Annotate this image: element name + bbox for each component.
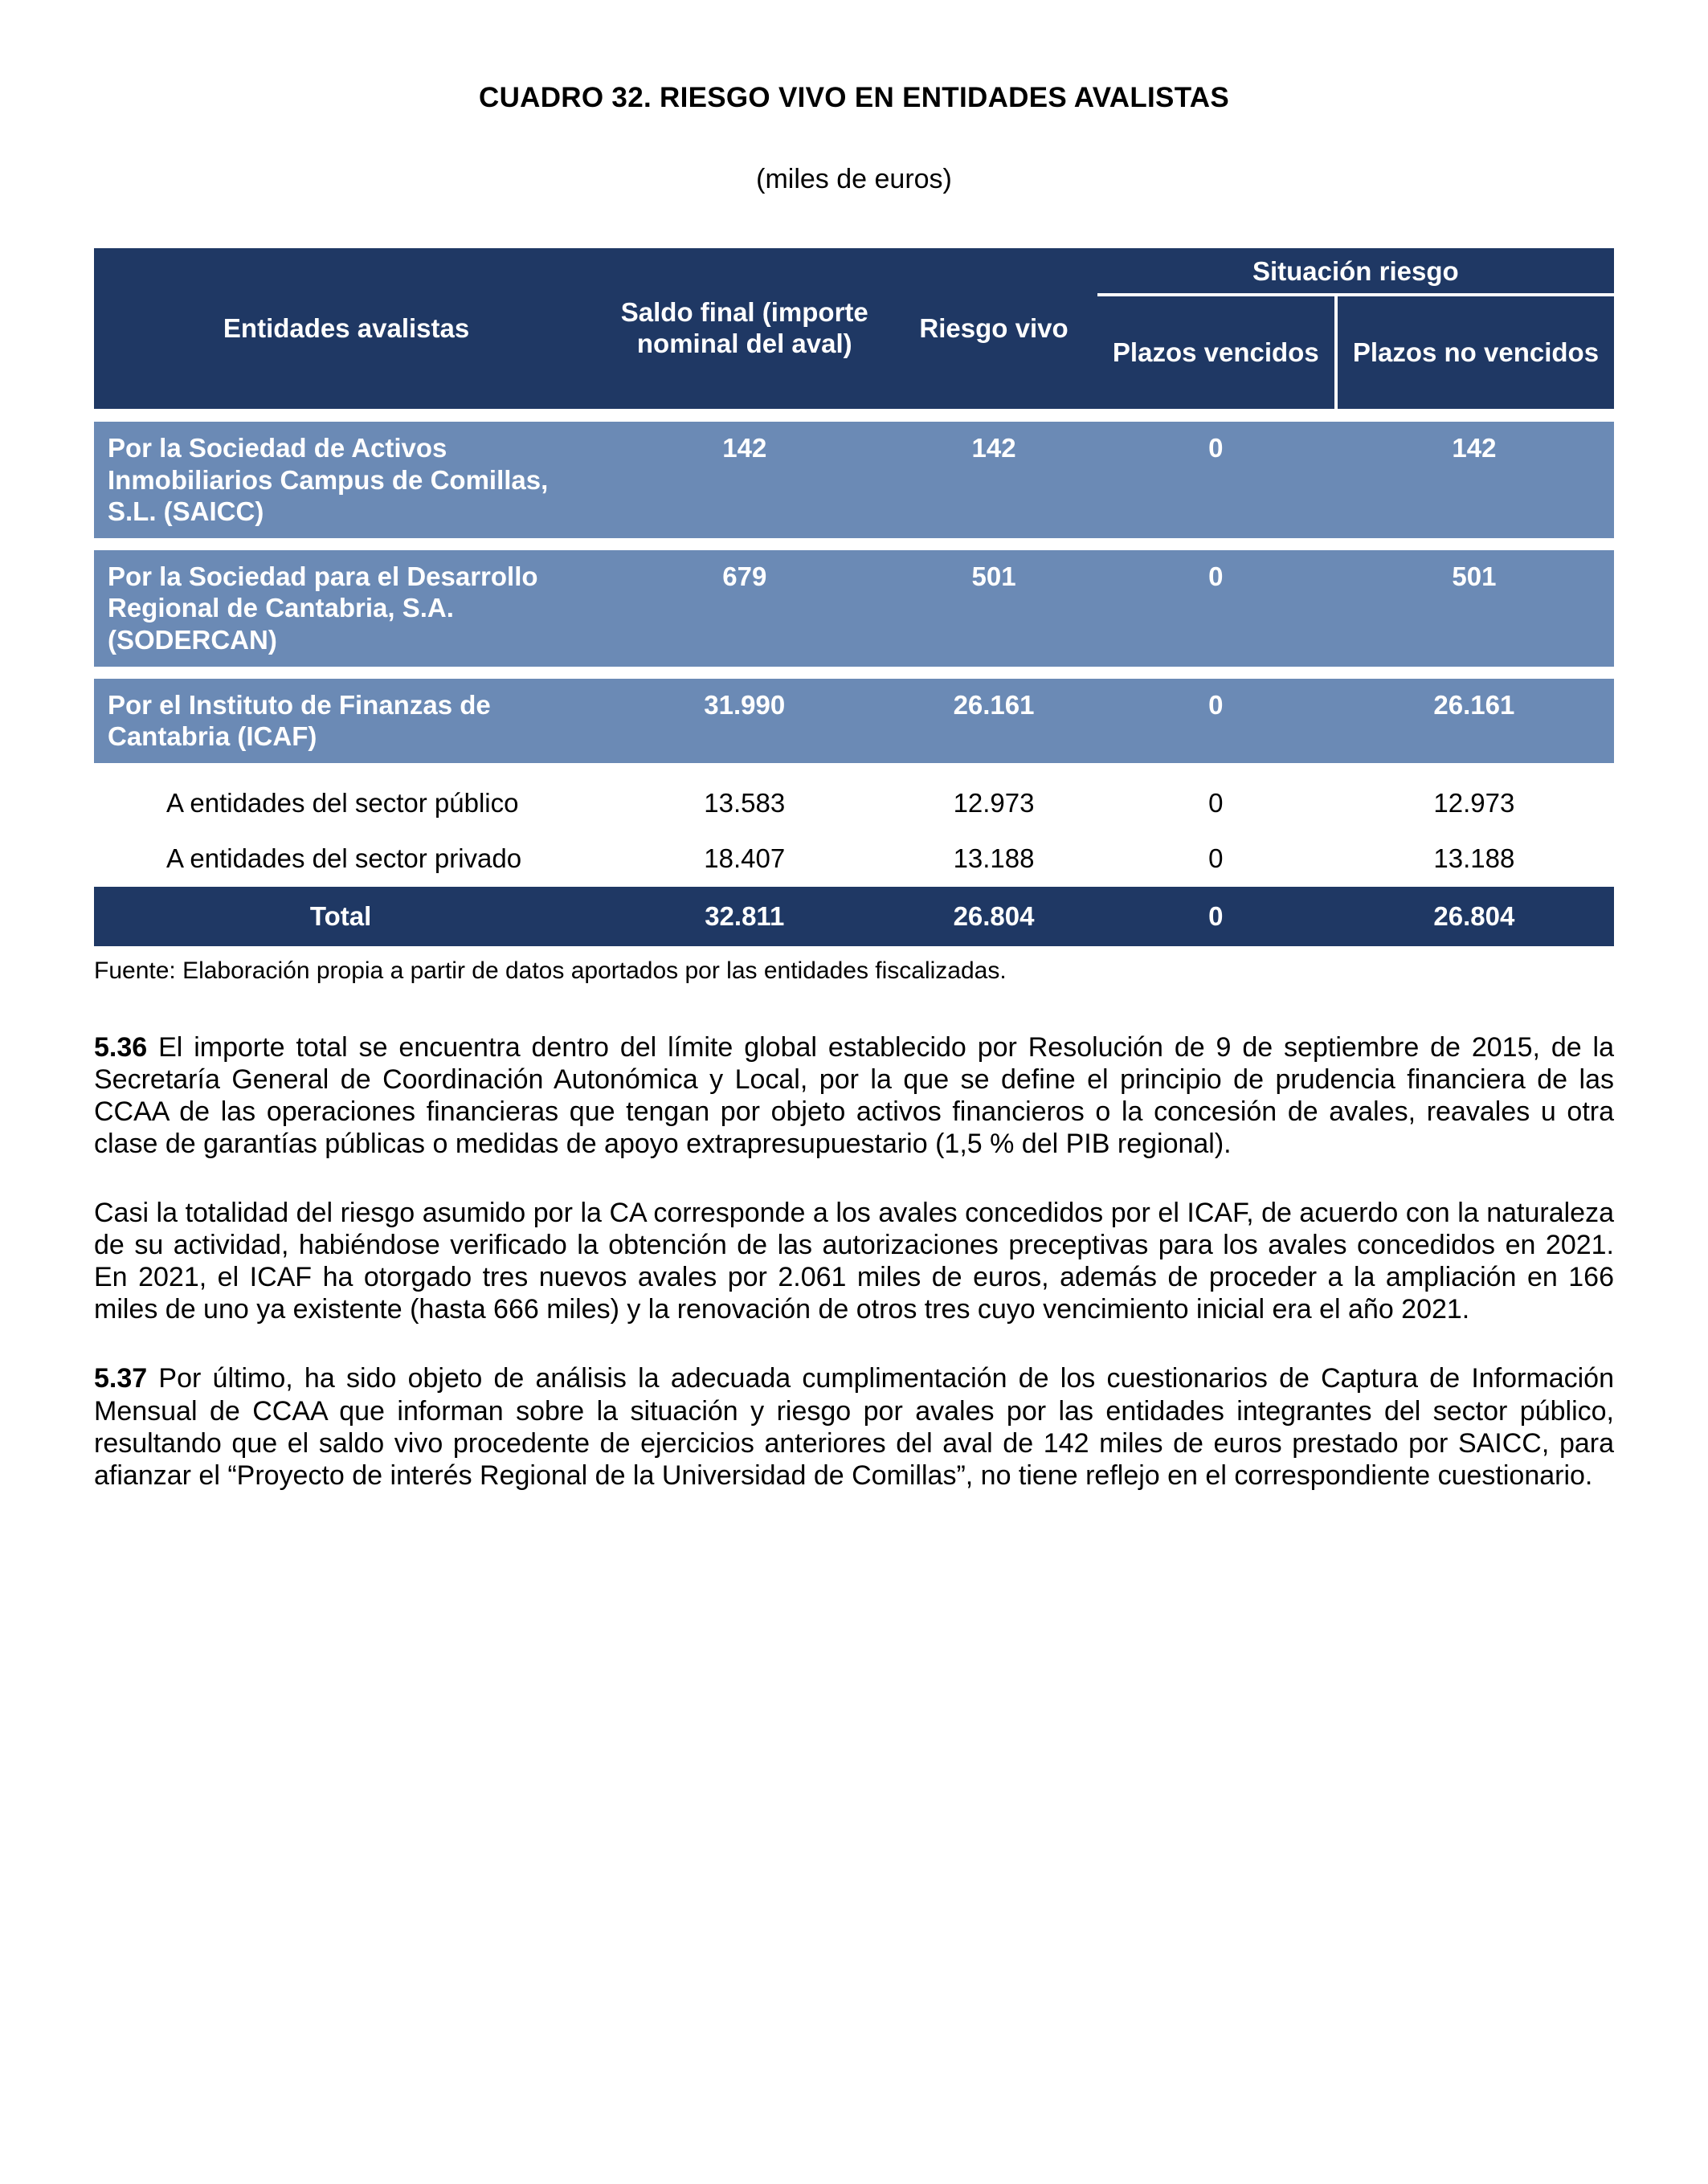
paragraph-5-36	[94, 1031, 1614, 1160]
riesgo-vivo-value: 13.188	[953, 843, 1035, 874]
total-label: Total	[309, 900, 372, 931]
paragraph-text: El importe total se encuentra dentro del límite global establecido por Resolución de 9 de septiembre de 2015, de la Secretaría General de Coordinación Autonómica y Local, por la que se define el principio de prudencia financiera de las CCAA de las operaciones financieras que tengan por objeto activos financieros o la concesión de avales, reavales u otra clase de garantías públicas o medidas de apoyo extrapresupuestario (1,5 % del PIB regional).	[94, 1031, 1614, 1159]
header-situacion-riesgo: Situación riesgo	[1097, 248, 1614, 296]
riesgo-vivo-value: 12.973	[953, 787, 1035, 818]
riesgo-vivo-table	[94, 248, 1614, 946]
paragraph-number: 5.37	[94, 1363, 148, 1394]
saldo-final-value: 13.583	[704, 787, 786, 818]
header-group-situacion-riesgo	[1097, 248, 1614, 409]
plazos-vencidos-total: 0	[1208, 900, 1224, 931]
plazos-vencidos-value: 0	[1208, 433, 1224, 463]
riesgo-vivo-value: 142	[971, 433, 1016, 463]
plazos-no-vencidos-value: 13.188	[1433, 843, 1515, 874]
page-title: CUADRO 32. RIESGO VIVO EN ENTIDADES AVALISTAS	[479, 82, 1229, 113]
plazos-no-vencidos-total: 26.804	[1433, 900, 1515, 931]
plazos-no-vencidos-value: 142	[1452, 433, 1497, 463]
saldo-final-total: 32.811	[705, 900, 785, 931]
entity-name: A entidades del sector público	[166, 787, 519, 818]
plazos-no-vencidos-value: 501	[1452, 561, 1497, 591]
header-saldo-final: Saldo final (importe nominal del aval)	[620, 297, 868, 358]
saldo-final-value: 679	[722, 561, 767, 591]
saldo-final-value: 18.407	[704, 843, 786, 874]
table-row-sector-publico	[94, 775, 1614, 831]
entity-name: A entidades del sector privado	[166, 843, 522, 874]
table-row-saicc	[94, 422, 1614, 538]
plazos-vencidos-value: 0	[1208, 787, 1224, 818]
entity-name: Por la Sociedad para el Desarrollo Regional de Cantabria, S.A. (SODERCAN)	[108, 561, 538, 655]
saldo-final-value: 142	[722, 433, 767, 463]
table-row-sodercan	[94, 550, 1614, 667]
riesgo-vivo-total: 26.804	[953, 900, 1035, 931]
table-header	[94, 248, 1614, 409]
plazos-no-vencidos-value: 26.161	[1433, 689, 1515, 720]
entity-name: Por el Instituto de Finanzas de Cantabria (ICAF)	[108, 689, 491, 752]
paragraph-number: 5.36	[94, 1031, 148, 1063]
riesgo-vivo-value: 26.161	[953, 689, 1035, 720]
paragraph-text: Casi la totalidad del riesgo asumido por la CA corresponde a los avales concedidos por el ICAF, de acuerdo con la naturaleza de su actividad, habiéndose verificado la obtención de las autorizaciones preceptivas para los avales concedidos en 2021. En 2021, el ICAF ha otorgado tres nuevos avales por 2.061 miles de euros, además de proceder a la ampliación en 166 miles de uno ya existente (hasta 666 miles) y la renovación de otros tres cuyo vencimiento inicial era el año 2021.	[94, 1197, 1614, 1325]
page-subtitle: (miles de euros)	[756, 164, 952, 194]
plazos-vencidos-value: 0	[1208, 561, 1224, 591]
plazos-vencidos-value: 0	[1208, 843, 1224, 874]
paragraph-icaf-avales	[94, 1197, 1614, 1325]
riesgo-vivo-value: 501	[971, 561, 1016, 591]
header-riesgo-vivo: Riesgo vivo	[919, 312, 1069, 343]
table-row-icaf	[94, 679, 1614, 763]
plazos-vencidos-value: 0	[1208, 689, 1224, 720]
header-plazos-vencidos: Plazos vencidos	[1112, 337, 1319, 367]
table-row-sector-privado	[94, 831, 1614, 887]
source-note: Fuente: Elaboración propia a partir de datos aportados por las entidades fiscalizadas.	[94, 957, 1007, 984]
entity-name: Por la Sociedad de Activos Inmobiliarios Campus de Comillas, S.L. (SAICC)	[108, 433, 549, 527]
plazos-no-vencidos-value: 12.973	[1433, 787, 1515, 818]
header-entidades: Entidades avalistas	[223, 312, 470, 343]
saldo-final-value: 31.990	[704, 689, 786, 720]
table-row-total	[94, 887, 1614, 946]
header-situacion-subcolumns	[1097, 296, 1614, 409]
paragraph-5-37	[94, 1362, 1614, 1491]
paragraph-text: Por último, ha sido objeto de análisis la adecuada cumplimentación de los cuestionarios de Captura de Información Mensual de CCAA que informan sobre la situación y riesgo por avales por las entidades integrantes del sector público, resultando que el saldo vivo procedente de ejercicios anteriores del aval de 142 miles de euros prestado por SAICC, para afianzar el “Proyecto de interés Regional de la Universidad de Comillas”, no tiene reflejo en el correspondiente cuestionario.	[94, 1363, 1614, 1491]
header-plazos-no-vencidos: Plazos no vencidos	[1334, 296, 1614, 409]
